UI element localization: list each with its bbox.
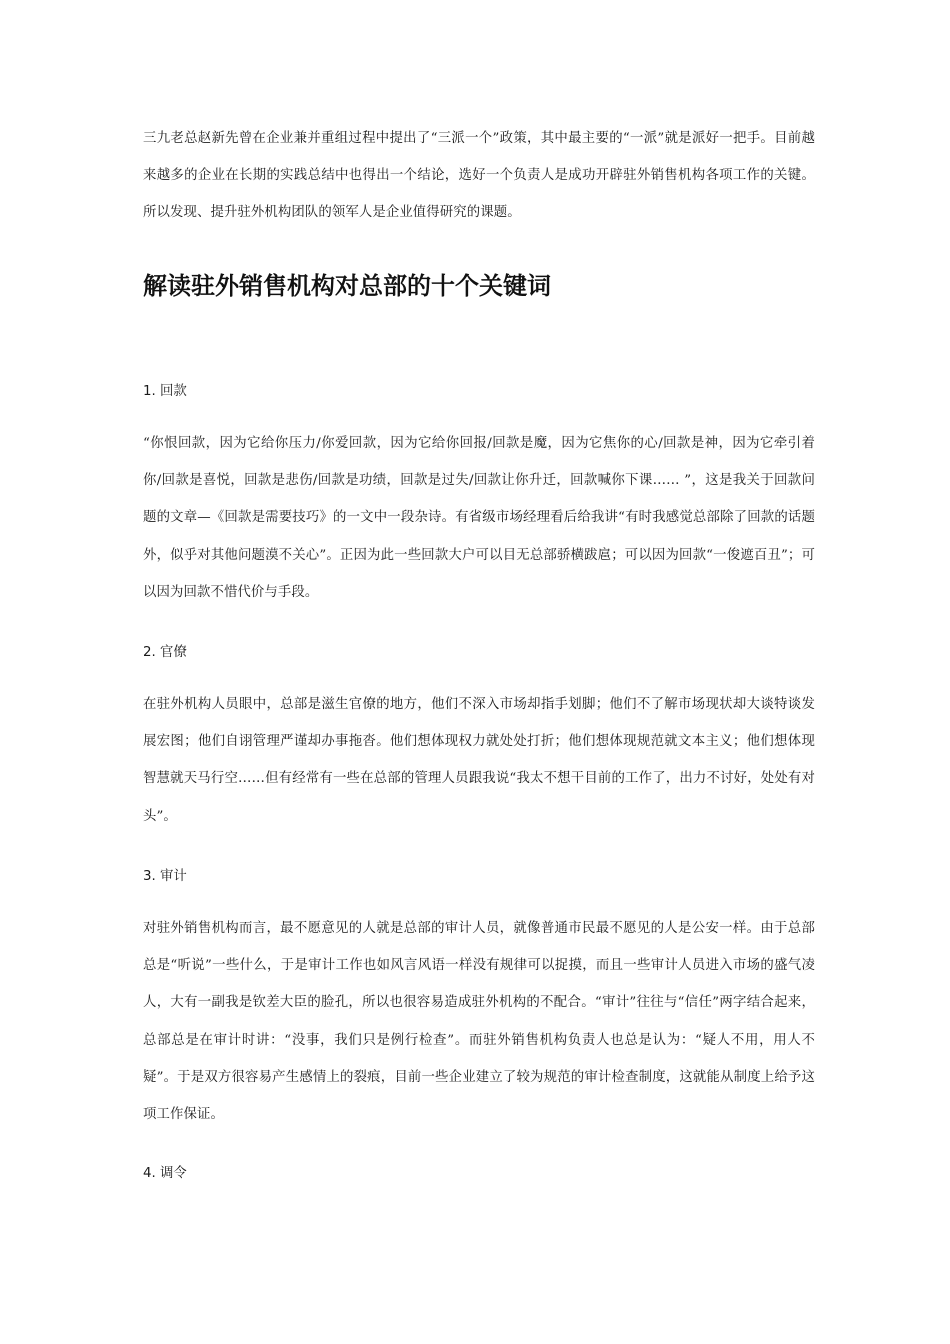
section-title-2: 2. 官僚 <box>143 645 187 660</box>
intro-paragraph: 三九老总赵新先曾在企业兼并重组过程中提出了“三派一个”政策，其中最主要的“一派”就是派好一把手。目前越来越多的企业在长期的实践总结中也得出一个结论，选好一个负责人是成功开辟驻外销售机构各项工作的关键。所以发现、提升驻外机构团队的领军人是企业值得研究的课题。 <box>143 131 815 221</box>
section-title-3: 3. 审计 <box>143 869 187 884</box>
section-body-1: “你恨回款，因为它给你压力/你爱回款，因为它给你回报/回款是魔，因为它焦你的心/回款是神，因为它牵引着你/回款是喜悦，回款是悲伤/回款是功绩，回款是过失/回款让你升迁，回款喊你下课…… ”，这是我关于回款问题的文章—《回款是需要技巧》的一文中一段杂诗。有省级市场经理看后给我讲“有时我感觉总部除了回款的话题外，似乎对其他问题漠不关心”。正因为此一些回款大户可以目无总部骄横跋扈；可以因为回款“一俊遮百丑”；可以因为回款不惜代价与手段。 <box>143 436 815 600</box>
section-title-1: 1. 回款 <box>143 384 187 399</box>
page-title: 解读驻外销售机构对总部的十个关键词 <box>143 272 551 300</box>
section-title-4: 4. 调令 <box>143 1166 187 1181</box>
section-body-2: 在驻外机构人员眼中，总部是滋生官僚的地方，他们不深入市场却指手划脚；他们不了解市场现状却大谈特谈发展宏图；他们自诩管理严谨却办事拖沓。他们想体现权力就处处打折；他们想体现规范就文本主义；他们想体现智慧就天马行空……但有经常有一些在总部的管理人员跟我说“我太不想干目前的工作了，出力不讨好，处处有对头”。 <box>143 697 815 824</box>
section-body-3: 对驻外销售机构而言，最不愿意见的人就是总部的审计人员，就像普通市民最不愿见的人是公安一样。由于总部总是“听说”一些什么，于是审计工作也如风言风语一样没有规律可以捉摸，而且一些审计人员进入市场的盛气凌人，大有一副我是钦差大臣的脸孔，所以也很容易造成驻外机构的不配合。“审计”往往与“信任”两字结合起来，总部总是在审计时讲：“没事，我们只是例行检查”。而驻外销售机构负责人也总是认为：“疑人不用，用人不疑”。于是双方很容易产生感情上的裂痕，目前一些企业建立了较为规范的审计检查制度，这就能从制度上给予这项工作保证。 <box>143 921 815 1123</box>
